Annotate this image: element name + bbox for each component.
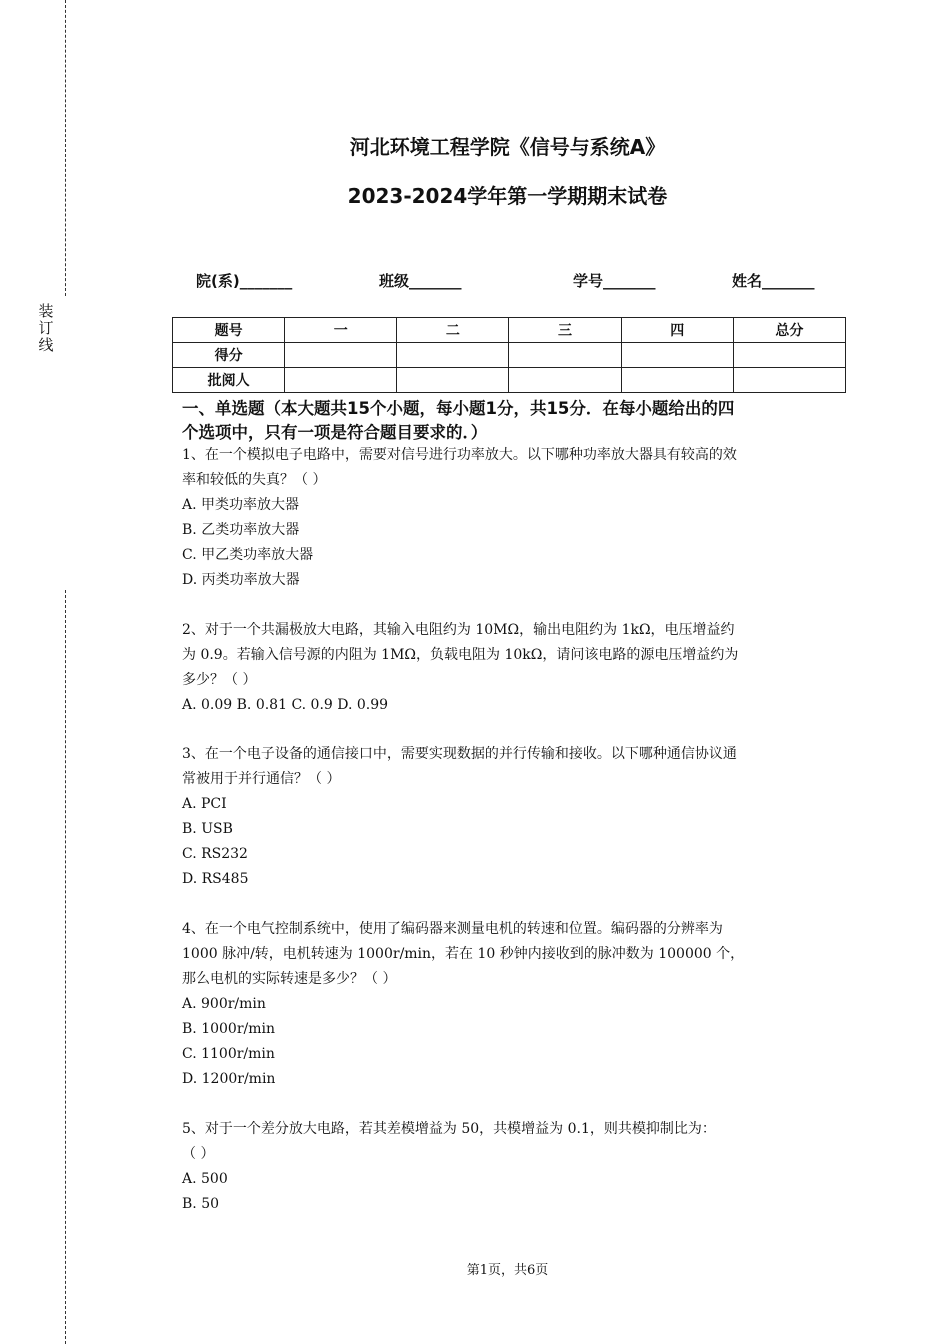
question-2: [182, 618, 842, 718]
option: B. 乙类功率放大器: [182, 522, 300, 538]
binding-char: 订: [38, 319, 54, 337]
option: A. 0.09 B. 0.81 C. 0.9 D. 0.99: [182, 697, 389, 713]
section-heading-line: 一、单选题（本大题共15个小题，每小题1分，共15分．在每小题给出的四: [182, 399, 735, 418]
option: C. 1100r/min: [182, 1046, 275, 1062]
score-cell: [397, 343, 509, 368]
binding-char: 线: [38, 336, 54, 354]
grader-cell: [285, 368, 397, 393]
option: D. 1200r/min: [182, 1071, 276, 1087]
score-cell: [733, 343, 845, 368]
grader-row: [173, 368, 846, 393]
question-text: 那么电机的实际转速是多少？（ ）: [182, 971, 397, 987]
question-5: [182, 1117, 842, 1217]
option: A. 500: [182, 1171, 228, 1187]
section-heading-line: 个选项中，只有一项是符合题目要求的．）: [182, 423, 488, 442]
question-text: 2、对于一个共漏极放大电路，其输入电阻约为 10MΩ，输出电阻约为 1kΩ，电压增益约: [182, 622, 735, 638]
class-field: 班级_______: [379, 272, 462, 290]
score-cell: [509, 343, 621, 368]
grader-cell: [733, 368, 845, 393]
question-4: [182, 917, 842, 1092]
option: A. 900r/min: [182, 996, 266, 1012]
score-row: [173, 343, 846, 368]
question-text: 率和较低的失真？（ ）: [182, 472, 327, 488]
option: A. PCI: [182, 796, 227, 812]
score-cell: [285, 343, 397, 368]
score-row-label: 得分: [173, 343, 285, 368]
option: B. USB: [182, 821, 233, 837]
question-text: 4、在一个电气控制系统中，使用了编码器来测量电机的转速和位置。编码器的分辨率为: [182, 921, 723, 937]
page-footer: 第1页，共6页: [466, 1263, 549, 1278]
name-field: 姓名_______: [732, 272, 815, 290]
option: B. 1000r/min: [182, 1021, 275, 1037]
question-text: 3、在一个电子设备的通信接口中，需要实现数据的并行传输和接收。以下哪种通信协议通: [182, 746, 737, 762]
department-field: 院(系)_______: [196, 272, 293, 290]
score-cell: [621, 343, 733, 368]
question-text: 常被用于并行通信？（ ）: [182, 771, 341, 787]
grader-cell: [509, 368, 621, 393]
student-id-field: 学号_______: [573, 272, 656, 290]
question-text: 5、对于一个差分放大电路，若其差模增益为 50，共模增益为 0.1，则共模抑制比为：: [182, 1121, 716, 1137]
option: B. 50: [182, 1196, 220, 1212]
score-header-cell: 一: [285, 318, 397, 343]
score-table-header: [173, 318, 846, 343]
question-text: 1000 脉冲/转，电机转速为 1000r/min，若在 10 秒钟内接收到的脉冲数为 100000 个，: [182, 946, 745, 962]
option: C. 甲乙类功率放大器: [182, 547, 314, 563]
grader-cell: [621, 368, 733, 393]
score-header-cell: 四: [621, 318, 733, 343]
option: C. RS232: [182, 846, 248, 862]
question-text: 1、在一个模拟电子电路中，需要对信号进行功率放大。以下哪种功率放大器具有较高的效: [182, 447, 737, 463]
question-3: [182, 742, 842, 892]
score-header-cell: 二: [397, 318, 509, 343]
score-header-cell: 题号: [173, 318, 285, 343]
option: D. RS485: [182, 871, 249, 887]
question-text: （ ）: [182, 1146, 215, 1162]
question-text: 多少？（ ）: [182, 672, 257, 688]
option: D. 丙类功率放大器: [182, 572, 300, 588]
question-text: 为 0.9。若输入信号源的内阻为 1MΩ，负载电阻为 10kΩ，请问该电路的源电压增益约为: [182, 647, 739, 663]
grader-cell: [397, 368, 509, 393]
question-1: [182, 443, 842, 593]
binding-dashed-line-bottom: [65, 590, 66, 1344]
section-heading: [182, 397, 842, 445]
score-header-cell: 总分: [733, 318, 845, 343]
grader-row-label: 批阅人: [173, 368, 285, 393]
exam-title: 河北环境工程学院《信号与系统A》: [349, 135, 666, 159]
score-table: [172, 317, 846, 393]
option: A. 甲类功率放大器: [182, 497, 300, 513]
binding-char: 装: [38, 302, 54, 320]
binding-label: [36, 303, 56, 354]
exam-subtitle: 2023-2024学年第一学期期末试卷: [347, 184, 668, 208]
score-header-cell: 三: [509, 318, 621, 343]
